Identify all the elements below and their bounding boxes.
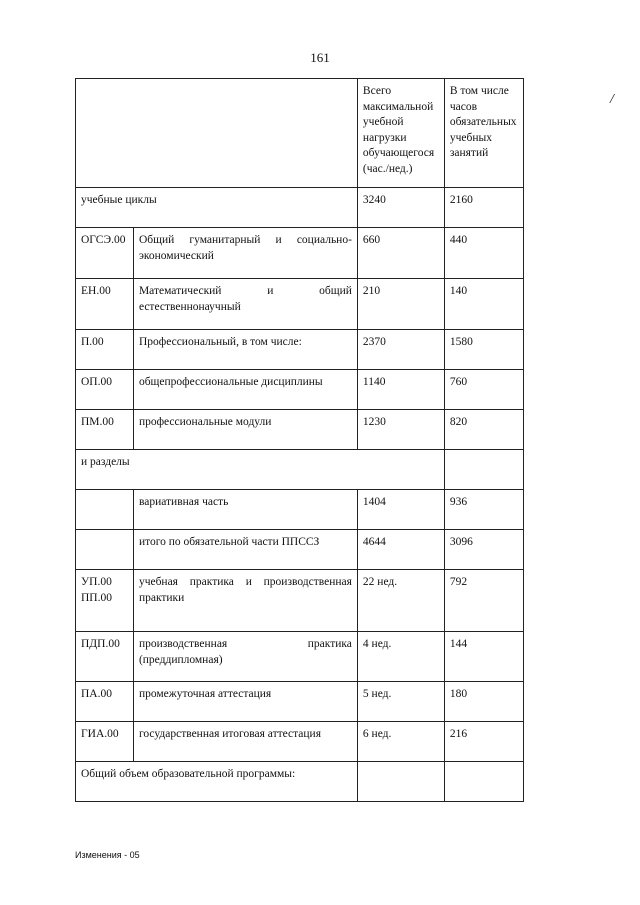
page-number: 161 [310, 50, 330, 65]
table-row-sections [76, 450, 524, 490]
margin-mark: / [610, 92, 614, 107]
row-code-empty [76, 490, 134, 530]
row-code-line-2: ПП.00 [81, 591, 112, 604]
row-code-empty [76, 530, 134, 570]
row-name: Общий гуманитарный и социально-экономический [133, 228, 357, 279]
table-row-ogse [76, 228, 524, 279]
curriculum-table [75, 78, 524, 802]
table-row-overall [76, 762, 524, 802]
table-row-gia [76, 722, 524, 762]
row-required-empty [444, 762, 523, 802]
table-row-pm [76, 410, 524, 450]
row-required: 936 [444, 490, 523, 530]
row-total: 210 [357, 279, 444, 330]
row-code: ОП.00 [76, 370, 134, 410]
row-total: 5 нед. [357, 682, 444, 722]
header-required-cell: В том числе часов обязательных учебных занятий [444, 79, 523, 188]
row-name: итого по обязательной части ППССЗ [133, 530, 357, 570]
row-required: 140 [444, 279, 523, 330]
table-row-en [76, 279, 524, 330]
row-required: 144 [444, 632, 523, 682]
row-total: 3240 [357, 188, 444, 228]
row-code [76, 570, 134, 632]
row-code: ЕН.00 [76, 279, 134, 330]
row-name: профессиональные модули [133, 410, 357, 450]
row-name: промежуточная аттестация [133, 682, 357, 722]
row-code: ПА.00 [76, 682, 134, 722]
row-code: ПДП.00 [76, 632, 134, 682]
row-code: ГИА.00 [76, 722, 134, 762]
row-total: 2370 [357, 330, 444, 370]
header-row [76, 79, 524, 188]
row-name: Математический и общий естественнонаучный [133, 279, 357, 330]
row-code-line-1: УП.00 [81, 576, 112, 588]
table-row-pa [76, 682, 524, 722]
row-name: Профессиональный, в том числе: [133, 330, 357, 370]
table-row-variative [76, 490, 524, 530]
row-required: 216 [444, 722, 523, 762]
row-total: 1404 [357, 490, 444, 530]
row-required: 2160 [444, 188, 523, 228]
row-code: ПМ.00 [76, 410, 134, 450]
table-row-op [76, 370, 524, 410]
row-required: 180 [444, 682, 523, 722]
row-total: 6 нед. [357, 722, 444, 762]
footer-changes-note: Изменения - 05 [75, 850, 140, 860]
row-code: ОГСЭ.00 [76, 228, 134, 279]
header-empty-cell [76, 79, 358, 188]
row-required: 440 [444, 228, 523, 279]
row-name: производственная практика (преддипломная) [133, 632, 357, 682]
row-label: учебные циклы [76, 188, 358, 228]
table-row-pdp [76, 632, 524, 682]
table-row-p [76, 330, 524, 370]
row-required: 1580 [444, 330, 523, 370]
row-name: общепрофессиональные дисциплины [133, 370, 357, 410]
row-name: вариативная часть [133, 490, 357, 530]
row-required: 760 [444, 370, 523, 410]
row-label: и разделы [76, 450, 445, 490]
row-required: 792 [444, 570, 523, 632]
table-row-cycles [76, 188, 524, 228]
row-label: Общий объем образовательной программы: [76, 762, 358, 802]
row-required: 3096 [444, 530, 523, 570]
row-total: 660 [357, 228, 444, 279]
row-total: 4 нед. [357, 632, 444, 682]
table-row-practice [76, 570, 524, 632]
row-total: 1140 [357, 370, 444, 410]
row-total-empty [357, 762, 444, 802]
row-name: учебная практика и производственная практики [133, 570, 357, 632]
row-required: 820 [444, 410, 523, 450]
row-code: П.00 [76, 330, 134, 370]
table-row-mandatory [76, 530, 524, 570]
row-total: 22 нед. [357, 570, 444, 632]
row-name: государственная итоговая аттестация [133, 722, 357, 762]
row-total: 4644 [357, 530, 444, 570]
header-total-cell: Всего максимальной учебной нагрузки обучающегося (час./нед.) [357, 79, 444, 188]
row-total: 1230 [357, 410, 444, 450]
row-required-empty [444, 450, 523, 490]
